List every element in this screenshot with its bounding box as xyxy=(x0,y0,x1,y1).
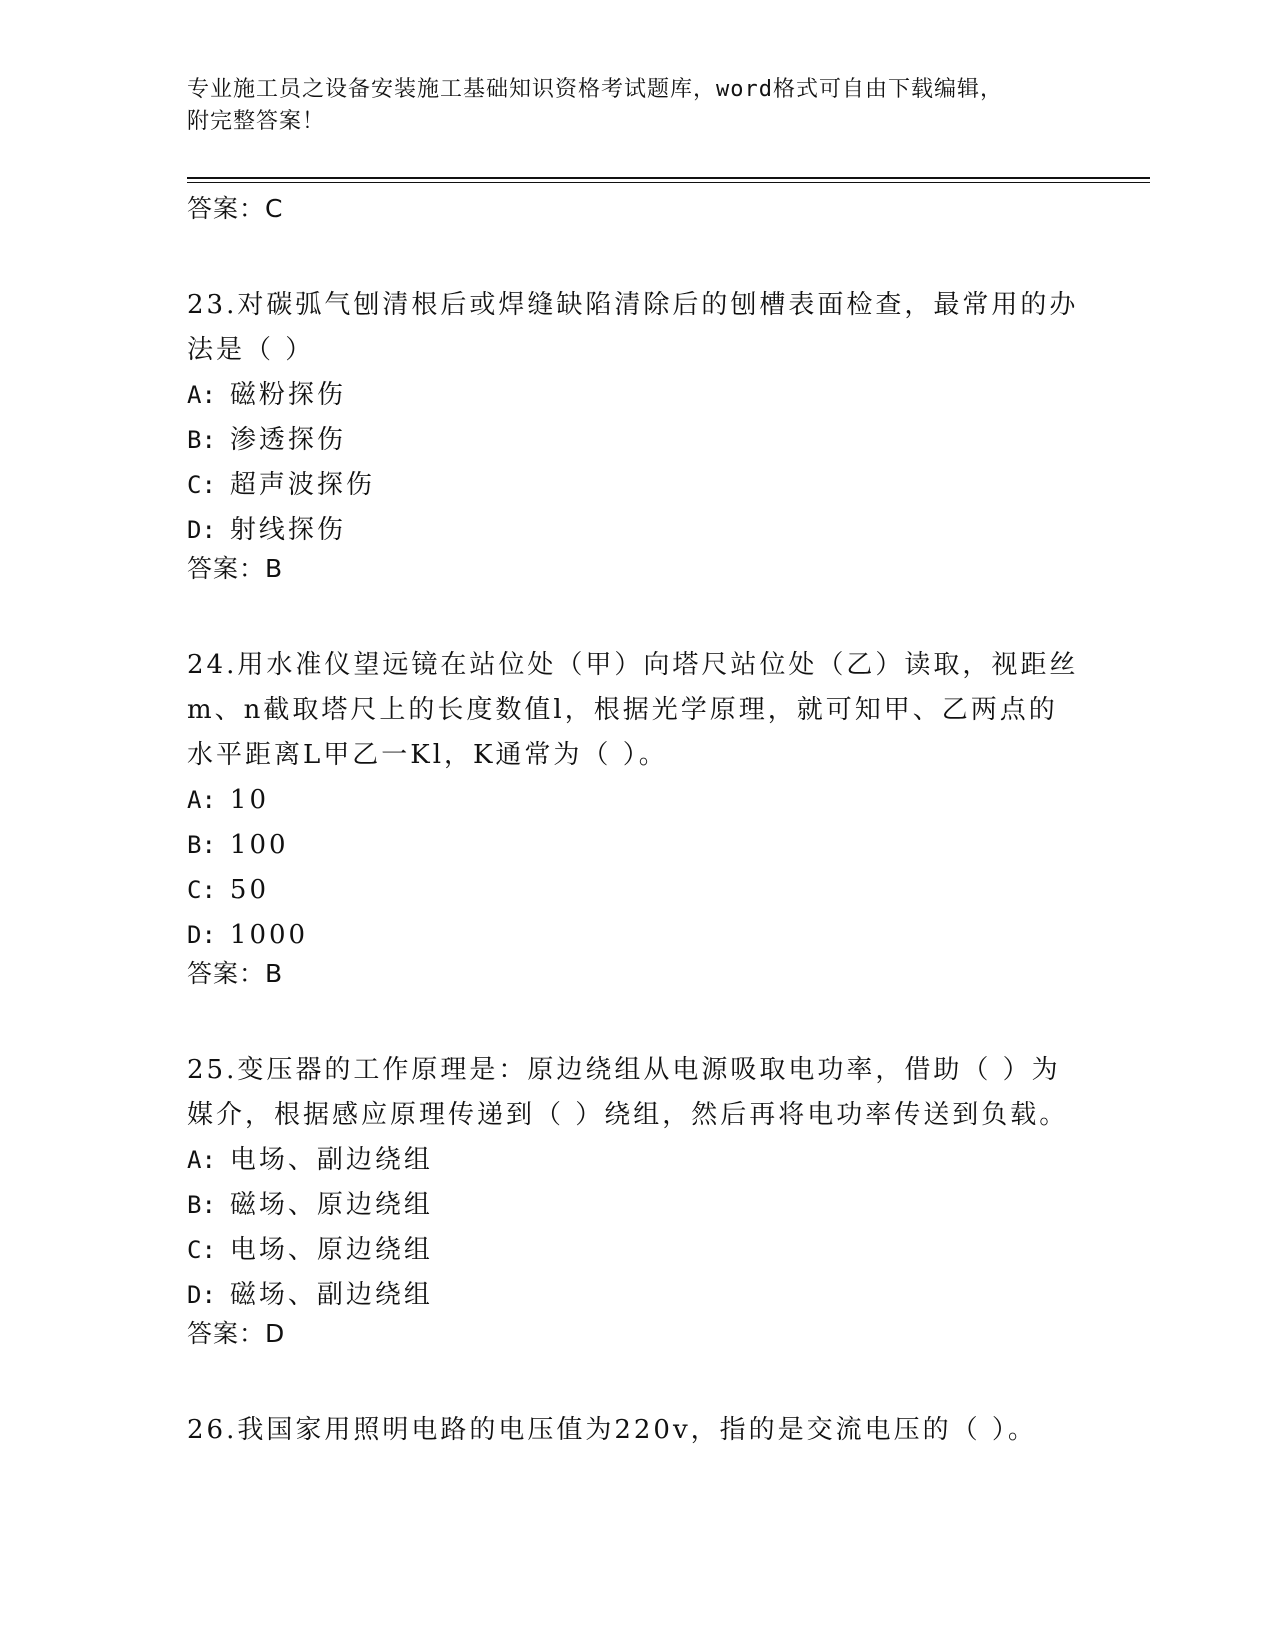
option-text: 超声波探伤 xyxy=(229,470,375,500)
header-divider xyxy=(187,177,1150,179)
option-label: A: xyxy=(187,786,216,814)
question-stem-line: 媒介，根据感应原理传递到（ ）绕组，然后再将电功率传送到负载。 xyxy=(187,1100,1069,1130)
option-c xyxy=(187,463,1087,508)
answer-line xyxy=(187,958,1087,990)
option-text: 电场、副边绕组 xyxy=(229,1145,433,1175)
option-label: A: xyxy=(187,381,216,409)
answer-value: B xyxy=(265,554,284,583)
question-stem-line: 26.我国家用照明电路的电压值为220v，指的是交流电压的（ ）。 xyxy=(187,1415,1037,1445)
document-header xyxy=(187,74,1087,138)
document-body xyxy=(187,193,1087,1453)
option-text: 100 xyxy=(229,830,289,860)
option-label: D: xyxy=(187,1281,216,1309)
option-b xyxy=(187,1183,1087,1228)
option-c xyxy=(187,1228,1087,1273)
option-label: D: xyxy=(187,516,216,544)
option-label: B: xyxy=(187,1191,216,1219)
question-stem-line: m、n截取塔尺上的长度数值l，根据光学原理，就可知甲、乙两点的 xyxy=(187,695,1058,725)
question-24 xyxy=(187,643,1087,990)
option-text: 射线探伤 xyxy=(229,515,346,545)
answer-value: D xyxy=(265,1319,286,1348)
answer-label: 答案： xyxy=(187,554,266,583)
option-label: A: xyxy=(187,1146,216,1174)
answer-label: 答案： xyxy=(187,1319,266,1348)
option-c xyxy=(187,868,1087,913)
answer-line xyxy=(187,193,1087,225)
question-stem-line: 法是（ ） xyxy=(187,335,315,365)
option-text: 电场、原边绕组 xyxy=(229,1235,433,1265)
option-a xyxy=(187,373,1087,418)
header-line-1: 专业施工员之设备安装施工基础知识资格考试题库，word格式可自由下载编辑， xyxy=(187,77,1003,102)
option-d xyxy=(187,913,1087,958)
option-text: 渗透探伤 xyxy=(229,425,346,455)
option-label: C: xyxy=(187,876,216,904)
answer-label: 答案： xyxy=(187,194,266,223)
option-label: C: xyxy=(187,471,216,499)
option-label: B: xyxy=(187,426,216,454)
answer-value: C xyxy=(265,194,284,223)
option-a xyxy=(187,1138,1087,1183)
option-label: B: xyxy=(187,831,216,859)
option-text: 磁场、原边绕组 xyxy=(229,1190,433,1220)
option-text: 1000 xyxy=(229,920,309,950)
answer-value: B xyxy=(265,959,284,988)
question-stem-line: 24.用水准仪望远镜在站位处（甲）向塔尺站位处（乙）读取，视距丝 xyxy=(187,650,1079,680)
header-divider-thin xyxy=(187,182,1150,183)
option-text: 10 xyxy=(229,785,269,815)
option-b xyxy=(187,418,1087,463)
question-25 xyxy=(187,1048,1087,1350)
option-a xyxy=(187,778,1087,823)
question-26 xyxy=(187,1408,1087,1453)
question-stem-line: 23.对碳弧气刨清根后或焊缝缺陷清除后的刨槽表面检查，最常用的办 xyxy=(187,290,1079,320)
question-stem-line: 水平距离L甲乙一Kl，K通常为（ ）。 xyxy=(187,740,668,770)
option-text: 50 xyxy=(229,875,269,905)
answer-label: 答案： xyxy=(187,959,266,988)
question-stem-line: 25.变压器的工作原理是：原边绕组从电源吸取电功率，借助（ ）为 xyxy=(187,1055,1061,1085)
option-label: D: xyxy=(187,921,216,949)
header-line-2: 附完整答案！ xyxy=(187,109,326,134)
option-b xyxy=(187,823,1087,868)
question-23 xyxy=(187,283,1087,585)
option-text: 磁粉探伤 xyxy=(229,380,346,410)
answer-line xyxy=(187,553,1087,585)
option-label: C: xyxy=(187,1236,216,1264)
option-d xyxy=(187,508,1087,553)
option-d xyxy=(187,1273,1087,1318)
answer-line xyxy=(187,1318,1087,1350)
option-text: 磁场、副边绕组 xyxy=(229,1280,433,1310)
